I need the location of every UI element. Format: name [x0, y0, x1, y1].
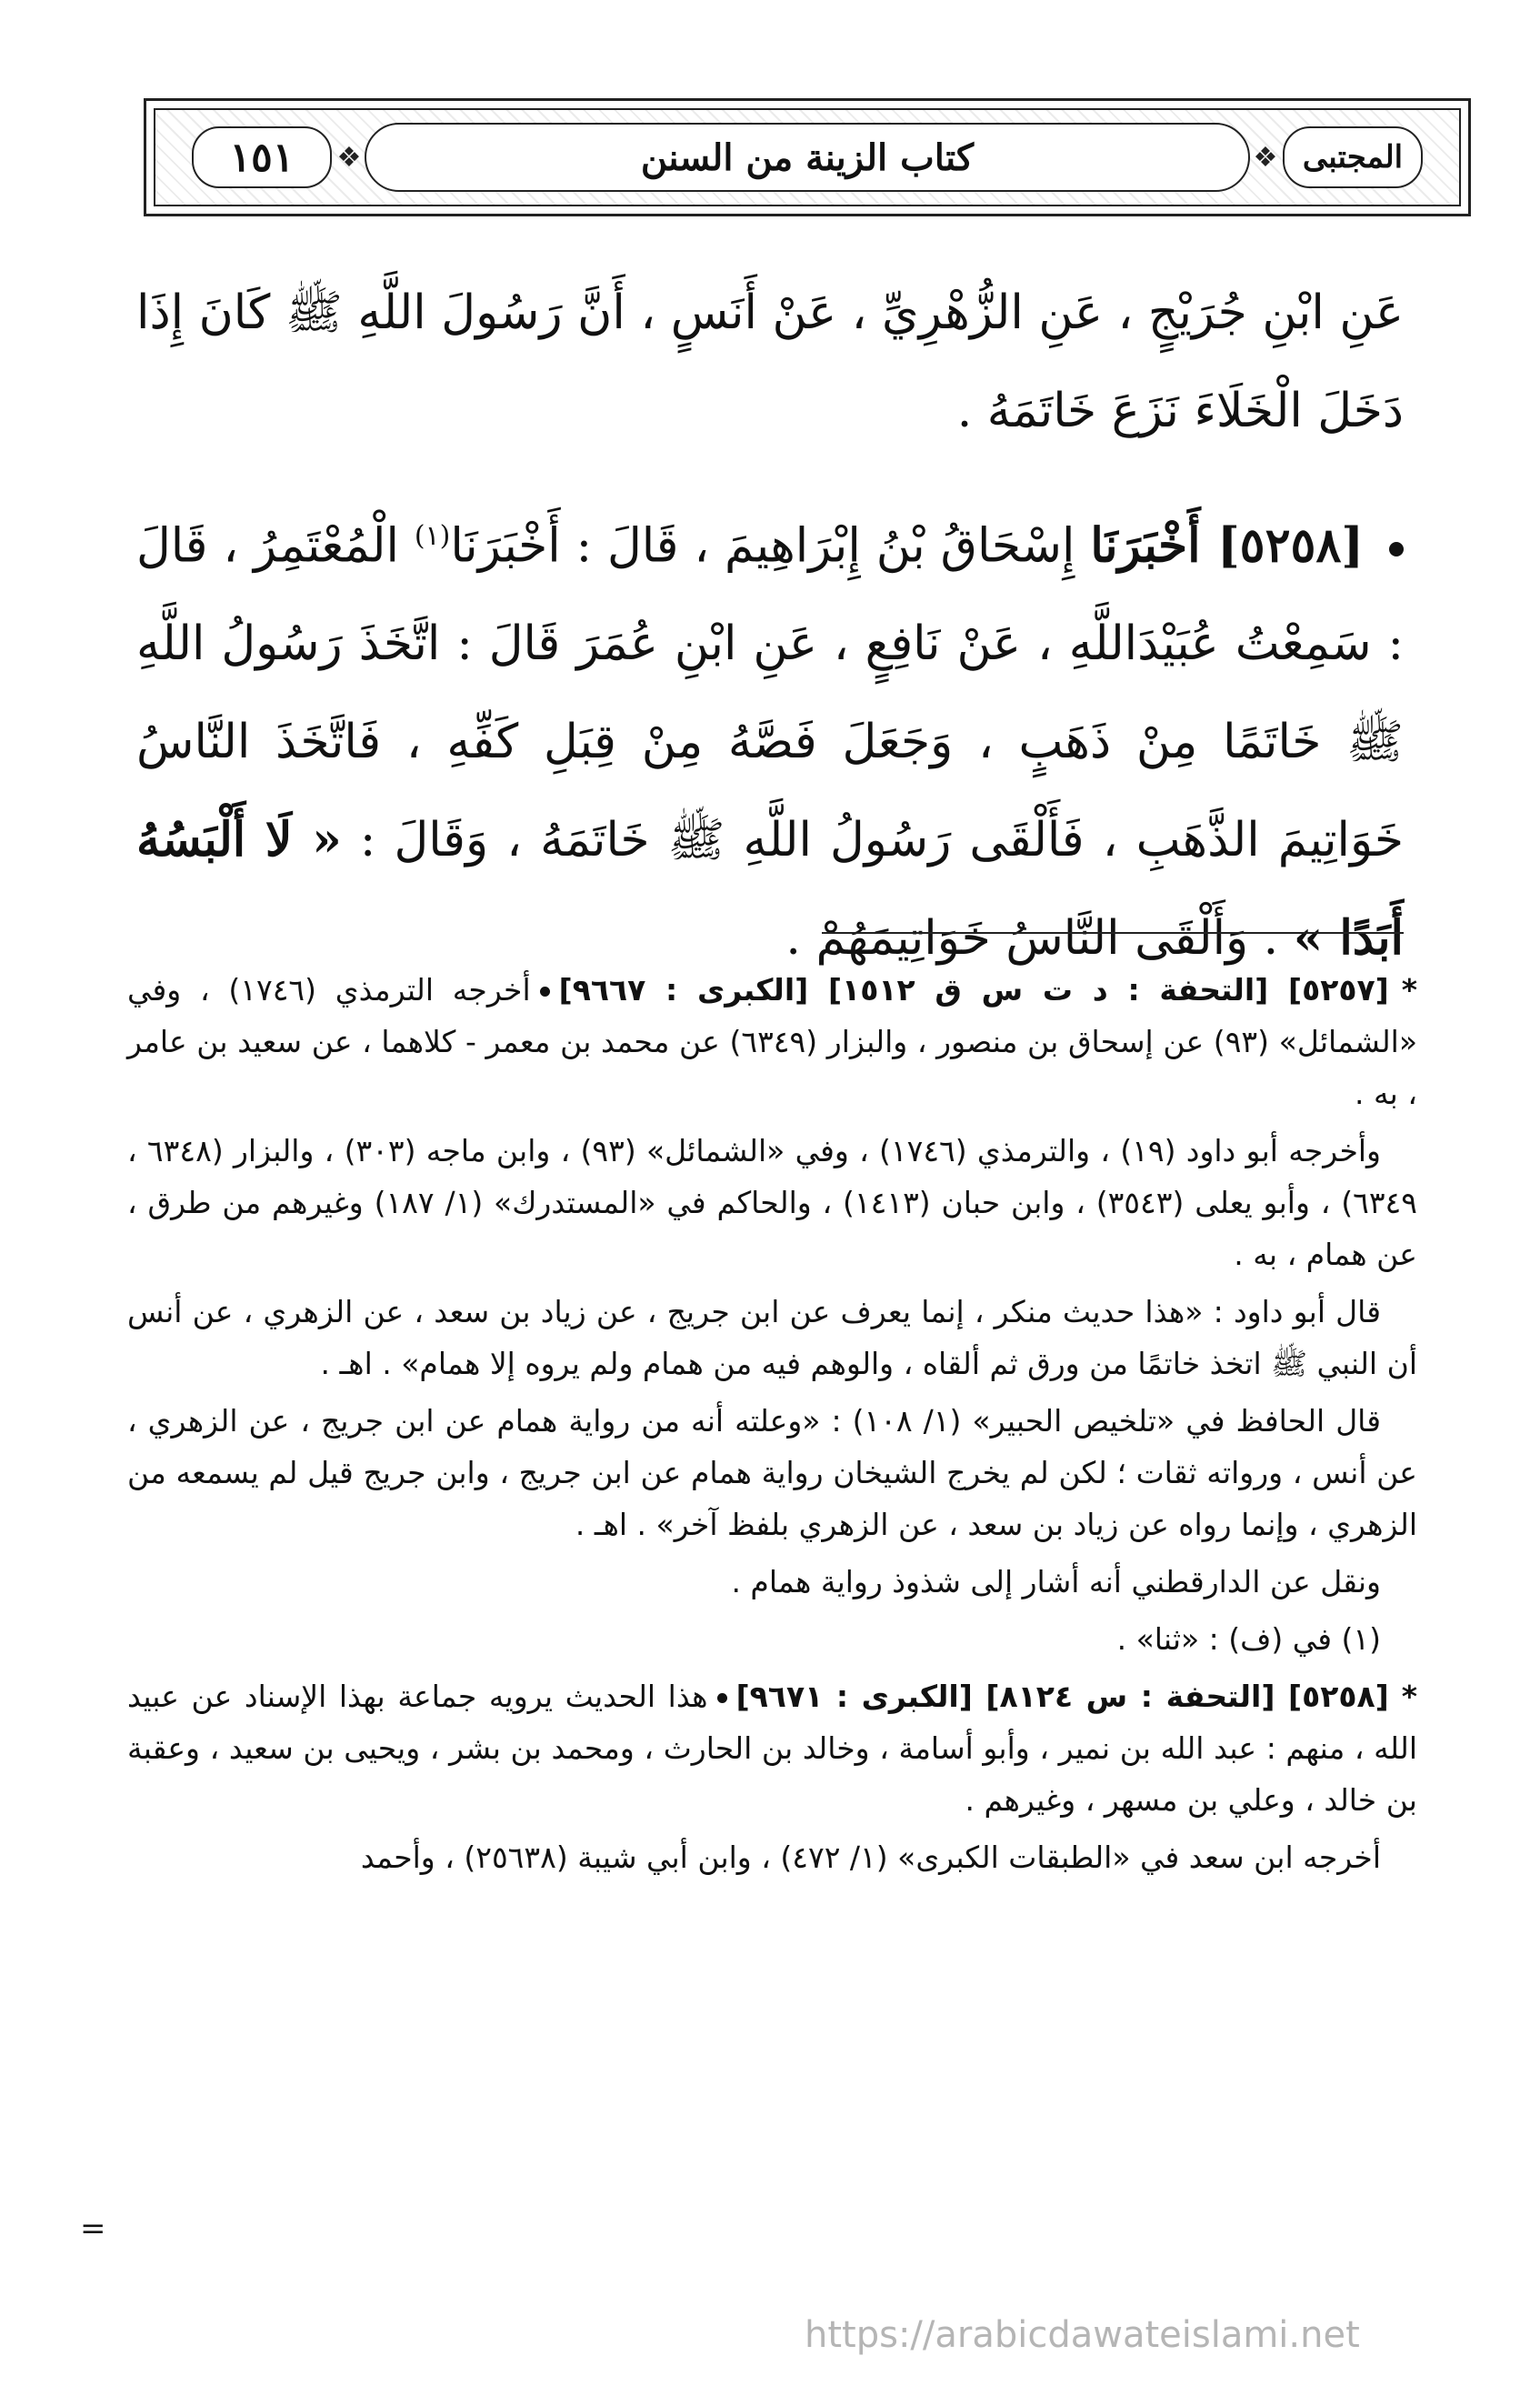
page-number-box	[192, 126, 332, 188]
page-header	[144, 98, 1471, 216]
note-text: أخرجه ابن سعد في «الطبقات الكبرى» (١/ ٤٧٢) ، وابن أبي شيبة (٢٥٦٣٨) ، وأحمد	[360, 1840, 1381, 1875]
prophetic-quote: « لَا أَلْبَسُهُ أَبَدًا »	[136, 812, 1404, 967]
watermark-url: https://arabicdawateislami.net	[805, 2314, 1360, 2356]
note-text: هذا الحديث يرويه جماعة بهذا الإسناد عن عبيد الله ، منهم : عبد الله بن نمير ، وأبو أسامة ، وخالد بن الحارث ، ومحمد بن بشر ، ويحيى بن سعيد ، وعقبة بن خالد ، وعلي بن مسهر ، وغيرهم .	[127, 1679, 1417, 1818]
footnote-marker: (١)	[414, 520, 451, 552]
note-text: أخرجه الترمذي (١٧٤٦) ، وفي «الشمائل» (٩٣) عن إسحاق بن منصور ، والبزار (٦٣٤٩) عن محمد بن معمر - كلاهما ، عن سعيد بن عامر ، به .	[127, 972, 1418, 1111]
hadith-paragraph	[136, 487, 1404, 987]
note-text: قال الحافظ في «تلخيص الحبير» (١/ ١٠٨) : «وعلته أنه من رواية همام عن ابن جريج ، عن الزهري ، عن أنس ، ورواته ثقات ؛ لكن لم يخرج الشيخان رواية همام عن ابن جريج ، وابن جريج قيل لم يسمعه من الزهري ، وإنما رواه عن زياد بن سعد ، عن الزهري بلفظ آخر» . اهـ .	[127, 1403, 1417, 1542]
isnad-text: إِسْحَاقُ بْنُ إِبْرَاهِيمَ ، قَالَ : أَخْبَرَنَا	[450, 518, 1075, 574]
bullet-icon	[1389, 542, 1404, 556]
ornament-icon: ❖	[336, 141, 362, 174]
continuation-mark: =	[80, 2211, 106, 2247]
hadith-text	[136, 264, 1404, 1015]
asterisk-icon: *	[1401, 972, 1418, 1008]
footnote	[127, 1613, 1417, 1665]
note-paragraph	[127, 1125, 1417, 1280]
hadith-5258-matn: الْمُعْتَمِرُ ، قَالَ : سَمِعْتُ عُبَيْدَاللَّهِ ، عَنْ نَافِعٍ ، عَنِ ابْنِ عُمَرَ قَالَ : اتَّخَذَ رَسُولُ اللَّهِ ﷺ خَاتَمًا مِنْ ذَهَبٍ ، وَجَعَلَ فَصَّهُ مِنْ قِبَلِ كَفِّهِ ، فَاتَّخَذَ النَّاسُ خَوَاتِيمَ الذَّهَبِ ، فَأَلْقَى رَسُولُ اللَّهِ ﷺ خَاتَمَهُ ، وَقَالَ :	[136, 518, 1404, 868]
footnote-text: (١) في (ف) : «ثنا» .	[1116, 1621, 1381, 1657]
note-paragraph	[127, 1556, 1417, 1608]
takhrij-reference: [٥٢٥٧] [التحفة : د ت س ق ١٥١٢] [الكبرى : ٩٦٦٧]	[558, 972, 1389, 1008]
bullet-icon	[717, 1693, 727, 1703]
takhrij-reference: [٥٢٥٨] [التحفة : س ٨١٢٤] [الكبرى : ٩٦٧١]	[735, 1679, 1389, 1714]
series-name-box	[1283, 126, 1423, 188]
title-cartouche	[365, 123, 1250, 192]
note-paragraph	[127, 1831, 1417, 1883]
series-name: المجتبى	[1302, 139, 1404, 175]
commentary-section	[127, 964, 1417, 1889]
footnote-divider	[822, 932, 1404, 934]
hadith-paragraph	[136, 264, 1404, 460]
book-title: كتاب الزينة من السنن	[640, 135, 975, 179]
note-paragraph	[127, 1670, 1417, 1826]
note-paragraph	[127, 964, 1417, 1119]
page-number: ١٥١	[229, 134, 295, 181]
ornament-icon: ❖	[1253, 141, 1278, 174]
hadith-ending: . وَأَلْقَى النَّاسُ خَوَاتِيمَهُمْ .	[785, 911, 1279, 967]
bullet-icon	[540, 987, 550, 997]
header-ornamental-band	[154, 108, 1461, 206]
note-text: ونقل عن الدارقطني أنه أشار إلى شذوذ رواية همام .	[731, 1564, 1381, 1599]
note-text: وأخرجه أبو داود (١٩) ، والترمذي (١٧٤٦) ، وفي «الشمائل» (٩٣) ، وابن ماجه (٣٠٣) ، والبزار (٦٣٤٨ ، ٦٣٤٩) ، وأبو يعلى (٣٥٤٣) ، وابن حبان (١٤١٣) ، والحاكم في «المستدرك» (١/ ١٨٧) وغيرهم من طرق ، عن همام ، به .	[127, 1133, 1417, 1272]
note-paragraph	[127, 1286, 1417, 1389]
note-text: قال أبو داود : «هذا حديث منكر ، إنما يعرف عن ابن جريج ، عن زياد بن سعد ، عن الزهري ، عن أنس أن النبي ﷺ اتخذ خاتمًا من ورق ثم ألقاه ، والوهم فيه من همام ولم يروه إلا همام» . اهـ .	[127, 1294, 1417, 1381]
note-paragraph	[127, 1395, 1417, 1550]
hadith-5257-matn: عَنِ ابْنِ جُرَيْجٍ ، عَنِ الزُّهْرِيِّ ، عَنْ أَنَسٍ ، أَنَّ رَسُولَ اللَّهِ ﷺ كَانَ إِذَا دَخَلَ الْخَلَاءَ نَزَعَ خَاتَمَهُ .	[136, 286, 1404, 438]
asterisk-icon: *	[1401, 1679, 1418, 1714]
hadith-number: [٥٢٥٨] أَخْبَرَنَا	[1090, 517, 1364, 574]
